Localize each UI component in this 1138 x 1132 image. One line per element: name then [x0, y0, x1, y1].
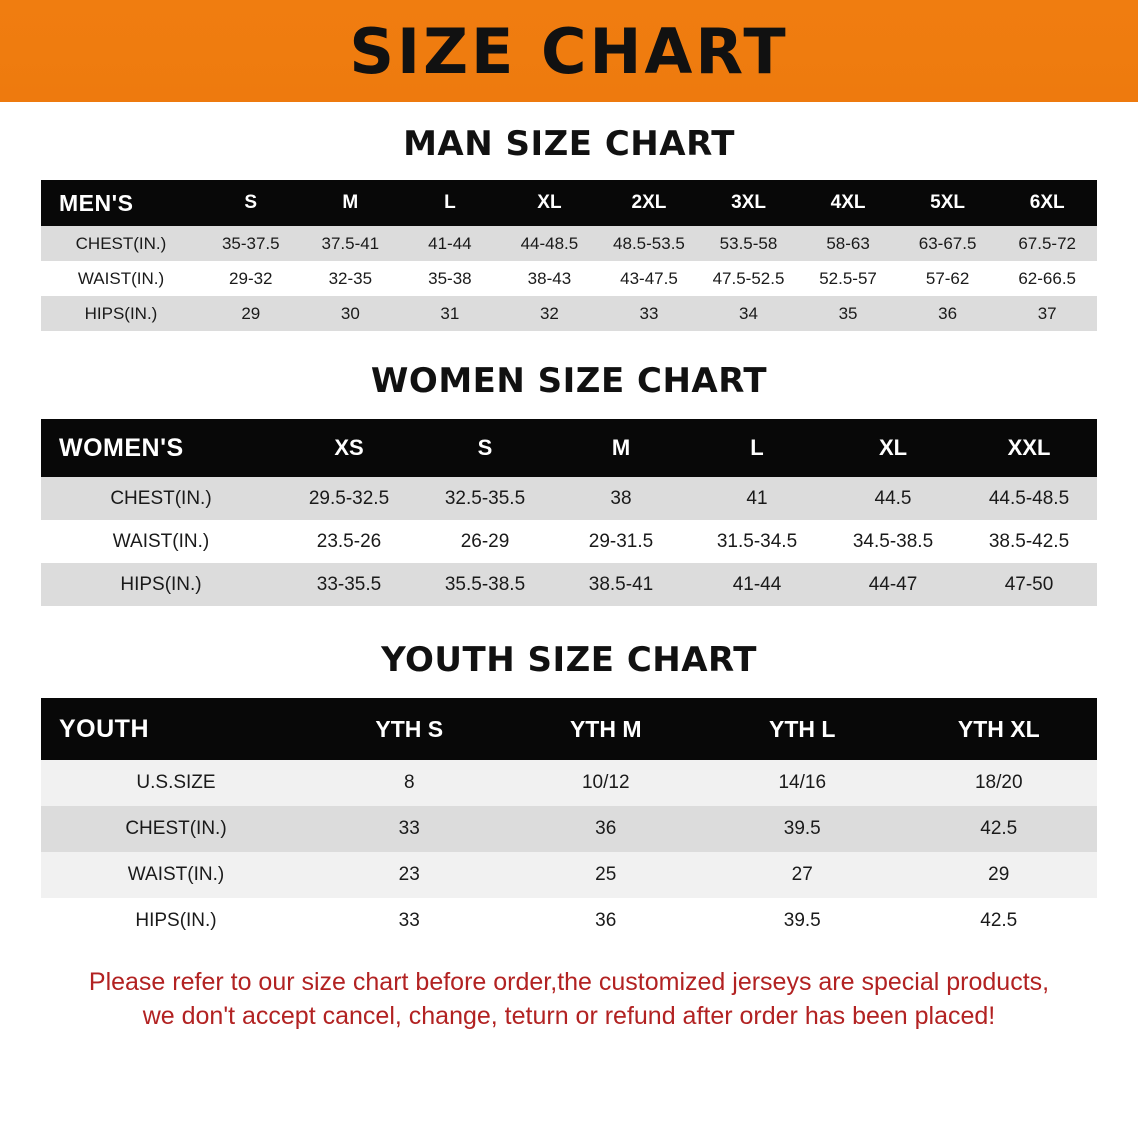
table-header-row — [41, 419, 1097, 477]
column-header: 6XL — [1029, 192, 1065, 213]
table-row — [41, 261, 1097, 296]
table-cell: 62-66.5 — [1018, 268, 1077, 288]
table-row — [41, 898, 1097, 944]
table-cell: 8 — [403, 772, 415, 793]
disclaimer-line-2: we don't accept cancel, change, teturn or refund after order has been placed! — [142, 1001, 996, 1030]
column-header: 3XL — [731, 192, 766, 213]
row-label: CHEST(IN.) — [75, 233, 167, 253]
table-row — [41, 760, 1097, 806]
table-cell: 35-37.5 — [221, 233, 280, 253]
table-cell: 34.5-38.5 — [852, 530, 934, 552]
table-cell: 29 — [241, 303, 261, 323]
table-cell: 43-47.5 — [620, 268, 678, 288]
women-table-wrap — [41, 419, 1097, 606]
table-cell: 38-43 — [527, 268, 572, 288]
table-cell: 33 — [398, 818, 420, 839]
row-label: WAIST(IN.) — [127, 864, 225, 885]
column-header: MEN'S — [59, 189, 134, 216]
table-cell: 36 — [595, 910, 617, 931]
table-cell: 34 — [739, 303, 758, 323]
table-cell: 31 — [440, 303, 460, 323]
disclaimer-line-1: Please refer to our size chart before order,the customized jerseys are special products, — [88, 968, 1050, 996]
column-header: YTH L — [769, 715, 836, 742]
row-label: HIPS(IN.) — [120, 573, 202, 595]
table-cell: 38 — [610, 487, 632, 509]
table-cell: 67.5-72 — [1018, 233, 1077, 253]
table-cell: 32.5-35.5 — [444, 487, 526, 509]
row-label: WAIST(IN.) — [77, 268, 165, 288]
row-label: U.S.SIZE — [136, 772, 216, 793]
column-header: YTH M — [569, 715, 642, 742]
table-cell: 25 — [595, 864, 617, 885]
disclaimer-note — [41, 966, 1097, 1034]
column-header: WOMEN'S — [59, 433, 184, 462]
column-header: M — [342, 192, 359, 213]
column-header: S — [477, 435, 493, 460]
table-cell: 10/12 — [581, 772, 630, 793]
row-label: CHEST(IN.) — [110, 487, 212, 509]
table-cell: 14/16 — [778, 772, 827, 793]
table-cell: 35.5-38.5 — [444, 573, 526, 595]
women-size-table — [41, 419, 1097, 606]
table-cell: 39.5 — [783, 910, 821, 931]
man-size-table — [41, 180, 1097, 331]
table-row — [41, 477, 1097, 520]
table-cell: 29-32 — [229, 268, 273, 288]
table-cell: 41-44 — [732, 573, 782, 595]
youth-size-table — [41, 698, 1097, 944]
table-cell: 23.5-26 — [316, 530, 382, 552]
table-cell: 31.5-34.5 — [716, 530, 798, 552]
table-cell: 33-35.5 — [316, 573, 382, 595]
table-row — [41, 520, 1097, 563]
table-header-row — [41, 180, 1097, 226]
table-row — [41, 806, 1097, 852]
table-row — [41, 852, 1097, 898]
table-cell: 36 — [938, 303, 958, 323]
man-section-heading: MAN SIZE CHART — [403, 124, 735, 164]
column-header: 2XL — [631, 192, 667, 213]
table-cell: 23 — [398, 864, 420, 885]
table-cell: 42.5 — [980, 910, 1018, 931]
row-label: HIPS(IN.) — [84, 303, 158, 323]
table-cell: 33 — [398, 910, 420, 931]
table-cell: 44.5 — [874, 487, 912, 509]
table-cell: 41 — [746, 487, 768, 509]
table-cell: 32-35 — [328, 268, 373, 288]
column-header: L — [750, 435, 764, 460]
table-cell: 52.5-57 — [819, 268, 877, 288]
table-cell: 47.5-52.5 — [712, 268, 785, 288]
table-cell: 18/20 — [974, 772, 1023, 793]
table-cell: 36 — [595, 818, 617, 839]
column-header: YOUTH — [59, 714, 149, 743]
table-cell: 38.5-42.5 — [988, 530, 1070, 552]
column-header: L — [444, 192, 456, 213]
table-cell: 44-47 — [868, 573, 918, 595]
table-cell: 33 — [639, 303, 659, 323]
table-cell: 32 — [539, 303, 559, 323]
table-cell: 35 — [838, 303, 858, 323]
column-header: XS — [334, 435, 364, 460]
table-cell: 42.5 — [980, 818, 1018, 839]
table-cell: 29.5-32.5 — [308, 487, 390, 509]
column-header: YTH S — [375, 715, 444, 742]
table-cell: 41-44 — [428, 233, 472, 253]
table-row — [41, 296, 1097, 331]
banner — [0, 0, 1138, 102]
table-row — [41, 226, 1097, 261]
column-header: M — [611, 435, 631, 460]
table-cell: 38.5-41 — [588, 573, 654, 595]
man-table-wrap — [41, 180, 1097, 331]
table-cell: 35-38 — [428, 268, 472, 288]
table-cell: 53.5-58 — [719, 233, 778, 253]
table-cell: 57-62 — [925, 268, 970, 288]
table-cell: 37.5-41 — [321, 233, 380, 253]
youth-table-wrap — [41, 698, 1097, 944]
column-header: XL — [878, 435, 908, 460]
column-header: S — [244, 192, 258, 213]
row-label: WAIST(IN.) — [112, 530, 210, 552]
table-row — [41, 563, 1097, 606]
table-cell: 47-50 — [1004, 573, 1054, 595]
table-cell: 39.5 — [783, 818, 821, 839]
row-label: CHEST(IN.) — [125, 818, 227, 839]
table-cell: 58-63 — [826, 233, 870, 253]
table-cell: 30 — [340, 303, 360, 323]
table-cell: 44.5-48.5 — [988, 487, 1070, 509]
table-cell: 44-48.5 — [520, 233, 579, 253]
table-cell: 37 — [1037, 303, 1057, 323]
page-title: SIZE CHART — [349, 15, 789, 88]
table-cell: 26-29 — [460, 530, 510, 552]
table-cell: 48.5-53.5 — [613, 233, 685, 253]
youth-section-heading: YOUTH SIZE CHART — [381, 640, 757, 680]
table-cell: 63-67.5 — [918, 233, 977, 253]
table-cell: 29 — [988, 864, 1010, 885]
women-section-heading: WOMEN SIZE CHART — [370, 361, 768, 401]
column-header: 4XL — [830, 192, 866, 213]
column-header: XL — [537, 192, 562, 213]
row-label: HIPS(IN.) — [135, 910, 217, 931]
column-header: 5XL — [930, 192, 966, 213]
table-cell: 27 — [791, 864, 813, 885]
table-header-row — [41, 698, 1097, 760]
column-header: XXL — [1007, 435, 1051, 460]
column-header: YTH XL — [957, 715, 1040, 742]
table-cell: 29-31.5 — [588, 530, 654, 552]
